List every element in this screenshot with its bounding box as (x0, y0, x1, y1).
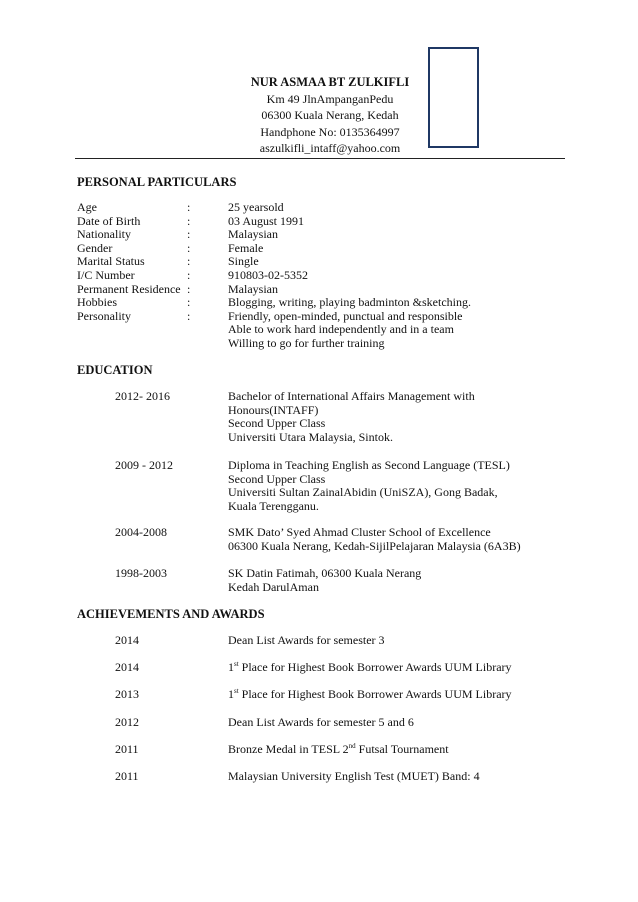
personal-value: Female (228, 240, 264, 255)
award-text: Bronze Medal in TESL 2 (228, 741, 349, 756)
award-text-continued: Futsal Tournament (355, 741, 449, 756)
education-details (228, 526, 548, 553)
header-divider (75, 158, 565, 159)
personal-particulars-heading: PERSONAL PARTICULARS (77, 175, 237, 189)
personal-value: Friendly, open-minded, punctual and responsible (228, 308, 463, 323)
award-text-continued: Place for Highest Book Borrower Awards UUM Library (238, 660, 512, 675)
education-years: 2004-2008 (115, 525, 167, 539)
education-heading: EDUCATION (77, 363, 153, 377)
award-text: Malaysian University English Test (MUET) Band: 4 (228, 769, 480, 783)
education-detail-line: Universiti Sultan ZainalAbidin (UniSZA), Gong Badak, (228, 485, 498, 499)
personal-colon: : (187, 281, 191, 296)
education-detail-line: Honours(INTAFF) (228, 402, 319, 417)
award-description (228, 633, 385, 648)
award-description (228, 687, 512, 702)
education-detail-line: Second Upper Class (228, 416, 326, 430)
personal-value: 25 yearsold (228, 200, 284, 214)
achievements-heading: ACHIEVEMENTS AND AWARDS (77, 607, 265, 621)
award-description (228, 769, 480, 784)
candidate-name: NUR ASMAA BT ZULKIFLI (250, 75, 410, 89)
personal-label: Permanent Residence (77, 281, 181, 296)
education-detail-line: 06300 Kuala Nerang, Kedah-SijilPelajaran Malaysia (6A3B) (228, 538, 521, 553)
personal-value: Malaysian (228, 281, 278, 296)
personal-colon: : (187, 308, 191, 323)
personal-label: Marital Status (77, 254, 145, 269)
award-text: Dean List Awards for semester 5 and 6 (228, 714, 414, 729)
personal-value: 03 August 1991 (228, 213, 305, 228)
personal-colon: : (187, 268, 191, 282)
award-year: 2011 (115, 741, 139, 756)
phone-number: Handphone No: 0135364997 (260, 124, 400, 139)
education-detail-line: Universiti Utara Malaysia, Sintok. (228, 429, 393, 444)
award-text: Dean List Awards for semester 3 (228, 633, 385, 647)
personal-label: Personality (77, 308, 131, 323)
personal-colon: : (187, 254, 191, 269)
award-year: 2014 (115, 660, 139, 675)
award-year: 2013 (115, 687, 139, 702)
ordinal-suffix: nd (348, 741, 356, 750)
education-detail-line: Second Upper Class (228, 471, 326, 486)
personal-colon: : (187, 240, 191, 255)
photo-placeholder (428, 47, 479, 148)
education-details (228, 390, 548, 444)
ordinal-suffix: st (234, 660, 239, 669)
personal-colon: : (187, 213, 191, 228)
personal-value: Able to work hard independently and in a team (228, 322, 454, 337)
personal-colon: : (187, 227, 191, 242)
education-years: 2009 - 2012 (115, 458, 173, 472)
personal-label: I/C Number (77, 268, 135, 282)
personal-value: Single (228, 254, 259, 269)
email-address: aszulkifli_intaff@yahoo.com (259, 141, 401, 155)
education-detail-line: SK Datin Fatimah, 06300 Kuala Nerang (228, 566, 422, 580)
education-detail-line: Diploma in Teaching English as Second Language (TESL) (228, 458, 510, 472)
personal-value: Malaysian (228, 227, 278, 242)
personal-label: Age (77, 200, 97, 214)
education-details (228, 459, 548, 513)
personal-value: Blogging, writing, playing badminton &sketching. (228, 295, 471, 310)
award-text: 1 (228, 687, 234, 702)
education-detail-line: Kuala Terengganu. (228, 498, 319, 513)
personal-colon: : (187, 295, 191, 310)
resume-header (200, 74, 460, 157)
personal-label: Hobbies (77, 295, 117, 310)
education-details (228, 567, 548, 594)
personal-value: 910803-02-5352 (228, 268, 308, 282)
education-years: 2012- 2016 (115, 389, 170, 403)
personal-colon: : (187, 200, 191, 214)
education-detail-line: SMK Dato’ Syed Ahmad Cluster School of Excellence (228, 525, 491, 539)
education-detail-line: Kedah DarulAman (228, 579, 319, 594)
award-description (228, 715, 414, 730)
award-year: 2011 (115, 769, 139, 783)
personal-label: Nationality (77, 227, 131, 242)
ordinal-suffix: st (234, 687, 239, 696)
award-description (228, 660, 512, 675)
personal-label: Date of Birth (77, 213, 141, 228)
address-line-2: 06300 Kuala Nerang, Kedah (261, 108, 399, 122)
personal-label: Gender (77, 240, 113, 255)
education-years: 1998-2003 (115, 566, 167, 580)
award-text-continued: Place for Highest Book Borrower Awards UUM Library (238, 687, 512, 702)
education-detail-line: Bachelor of International Affairs Management with (228, 389, 475, 403)
award-text: 1 (228, 660, 234, 675)
award-description (228, 742, 449, 757)
award-year: 2012 (115, 714, 139, 729)
personal-value: Willing to go for further training (228, 336, 385, 350)
award-year: 2014 (115, 633, 139, 647)
address-line-1: Km 49 JlnAmpanganPedu (266, 91, 394, 106)
